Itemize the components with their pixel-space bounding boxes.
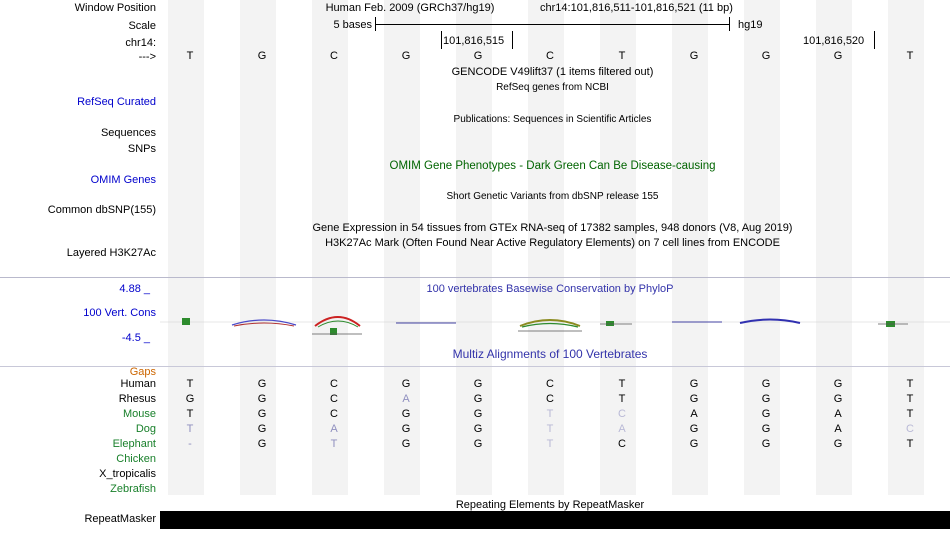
ruler-base: C xyxy=(546,50,554,62)
coord-right-label: 101,816,520 xyxy=(803,35,865,47)
scale-label: Scale xyxy=(128,20,156,32)
species-base: T xyxy=(906,408,914,420)
species-label-dog[interactable]: Dog xyxy=(135,423,156,435)
dbsnp-track-title[interactable]: Short Genetic Variants from dbSNP release 155 xyxy=(446,191,659,202)
ruler-base: G xyxy=(833,50,843,62)
coord-tick-left xyxy=(441,31,442,49)
species-base: C xyxy=(618,408,626,420)
species-base: G xyxy=(761,423,771,435)
phylop-wiggle xyxy=(160,282,950,344)
species-base: A xyxy=(834,408,842,420)
scale-assembly-label: hg19 xyxy=(738,19,763,31)
species-base: G xyxy=(761,378,771,390)
species-base: G xyxy=(833,393,843,405)
track-separator xyxy=(0,277,950,278)
chrom-label: chr14: xyxy=(125,37,156,49)
species-base: T xyxy=(186,408,194,420)
phylop-track-title[interactable]: 100 vertebrates Basewise Conservation by PhyloP xyxy=(426,283,674,295)
species-base: G xyxy=(473,393,483,405)
omim-track-title[interactable]: OMIM Gene Phenotypes - Dark Green Can Be Disease-causing xyxy=(389,160,716,172)
ruler-base: T xyxy=(618,50,626,62)
species-base: C xyxy=(330,393,338,405)
snps-label[interactable]: SNPs xyxy=(127,143,156,155)
h3k27ac-track-title[interactable]: H3K27Ac Mark (Often Found Near Active Regulatory Elements) on 7 cell lines from ENCODE xyxy=(325,237,780,249)
gencode-track-title[interactable]: GENCODE V49lift37 (1 items filtered out) xyxy=(451,66,654,78)
species-base: G xyxy=(761,408,771,420)
species-base: G xyxy=(761,438,771,450)
species-label-mouse[interactable]: Mouse xyxy=(122,408,156,420)
ruler-base: C xyxy=(330,50,338,62)
repeatmasker-bar[interactable] xyxy=(160,511,950,529)
species-base: T xyxy=(546,408,554,420)
repeatmasker-label[interactable]: RepeatMasker xyxy=(84,513,156,525)
ruler-base: G xyxy=(473,50,483,62)
species-base: G xyxy=(257,423,267,435)
species-base: G xyxy=(185,393,195,405)
species-base: G xyxy=(689,423,699,435)
coord-left-label: 101,816,515 xyxy=(443,35,505,47)
species-base: C xyxy=(330,378,338,390)
species-base: A xyxy=(402,393,410,405)
species-base: T xyxy=(186,423,194,435)
species-base: G xyxy=(257,393,267,405)
species-label-rhesus[interactable]: Rhesus xyxy=(118,393,156,405)
range-title: chr14:101,816,511-101,816,521 (11 bp) xyxy=(540,2,733,14)
species-base: T xyxy=(546,423,554,435)
cons-min-label: -4.5 _ xyxy=(121,332,150,344)
cons-max-label: 4.88 _ xyxy=(119,283,150,295)
species-base: G xyxy=(689,438,699,450)
strand-arrow-label: ---> xyxy=(138,51,156,63)
species-base: A xyxy=(618,423,626,435)
scale-right-tick xyxy=(729,17,730,31)
species-base: G xyxy=(257,378,267,390)
ruler-base: G xyxy=(689,50,699,62)
species-base: G xyxy=(401,438,411,450)
species-base: T xyxy=(546,438,554,450)
refseq-curated-label[interactable]: RefSeq Curated xyxy=(77,96,156,108)
ruler-base: G xyxy=(257,50,267,62)
ruler-base: T xyxy=(906,50,914,62)
species-base: G xyxy=(833,378,843,390)
species-base: C xyxy=(906,423,914,435)
multiz-track-title[interactable]: Multiz Alignments of 100 Vertebrates xyxy=(452,347,648,361)
species-base: C xyxy=(546,393,554,405)
species-base: T xyxy=(186,378,194,390)
scale-bar xyxy=(375,24,730,25)
species-label-x-tropicalis[interactable]: X_tropicalis xyxy=(99,468,156,480)
species-base: A xyxy=(834,423,842,435)
species-label-zebrafish[interactable]: Zebrafish xyxy=(110,483,156,495)
species-base: T xyxy=(906,393,914,405)
layered-h3k27ac-label[interactable]: Layered H3K27Ac xyxy=(66,247,156,259)
ruler-base: T xyxy=(186,50,194,62)
refseq-track-title[interactable]: RefSeq genes from NCBI xyxy=(496,82,609,93)
gtex-track-title[interactable]: Gene Expression in 54 tissues from GTEx RNA-seq of 17382 samples, 948 donors (V8, Aug 2019) xyxy=(312,222,793,234)
species-base: G xyxy=(473,438,483,450)
species-base: G xyxy=(761,393,771,405)
species-base: C xyxy=(330,408,338,420)
species-label-chicken[interactable]: Chicken xyxy=(116,453,156,465)
window-position-label: Window Position xyxy=(74,2,156,14)
species-base: C xyxy=(546,378,554,390)
species-base: G xyxy=(689,393,699,405)
species-base: A xyxy=(330,423,338,435)
repeatmasker-track-title[interactable]: Repeating Elements by RepeatMasker xyxy=(455,499,645,511)
assembly-title: Human Feb. 2009 (GRCh37/hg19) xyxy=(325,2,495,14)
species-base: C xyxy=(618,438,626,450)
gaps-label: Gaps xyxy=(129,366,156,378)
omim-genes-label[interactable]: OMIM Genes xyxy=(90,174,156,186)
coord-tick-right xyxy=(874,31,875,49)
species-base: T xyxy=(618,378,626,390)
publications-track-title[interactable]: Publications: Sequences in Scientific Articles xyxy=(453,114,652,125)
species-base: T xyxy=(906,378,914,390)
species-base: G xyxy=(689,378,699,390)
species-base: T xyxy=(330,438,338,450)
species-base: G xyxy=(257,408,267,420)
common-dbsnp-label[interactable]: Common dbSNP(155) xyxy=(47,204,156,216)
species-base: T xyxy=(618,393,626,405)
sequences-label[interactable]: Sequences xyxy=(100,127,156,139)
species-base: T xyxy=(906,438,914,450)
cons-track-label[interactable]: 100 Vert. Cons xyxy=(83,307,156,319)
ruler-base: G xyxy=(761,50,771,62)
species-label-elephant[interactable]: Elephant xyxy=(112,438,156,450)
species-label-human[interactable]: Human xyxy=(120,378,156,390)
species-base: G xyxy=(401,423,411,435)
ruler-base: G xyxy=(401,50,411,62)
species-base: G xyxy=(833,438,843,450)
species-base: G xyxy=(473,408,483,420)
species-base: G xyxy=(257,438,267,450)
coord-tick-mid xyxy=(512,31,513,49)
species-base: - xyxy=(188,438,192,450)
scale-bases-label: 5 bases xyxy=(333,19,372,31)
species-base: G xyxy=(473,423,483,435)
species-base: G xyxy=(401,408,411,420)
species-base: G xyxy=(473,378,483,390)
species-base: A xyxy=(690,408,698,420)
species-base: G xyxy=(401,378,411,390)
